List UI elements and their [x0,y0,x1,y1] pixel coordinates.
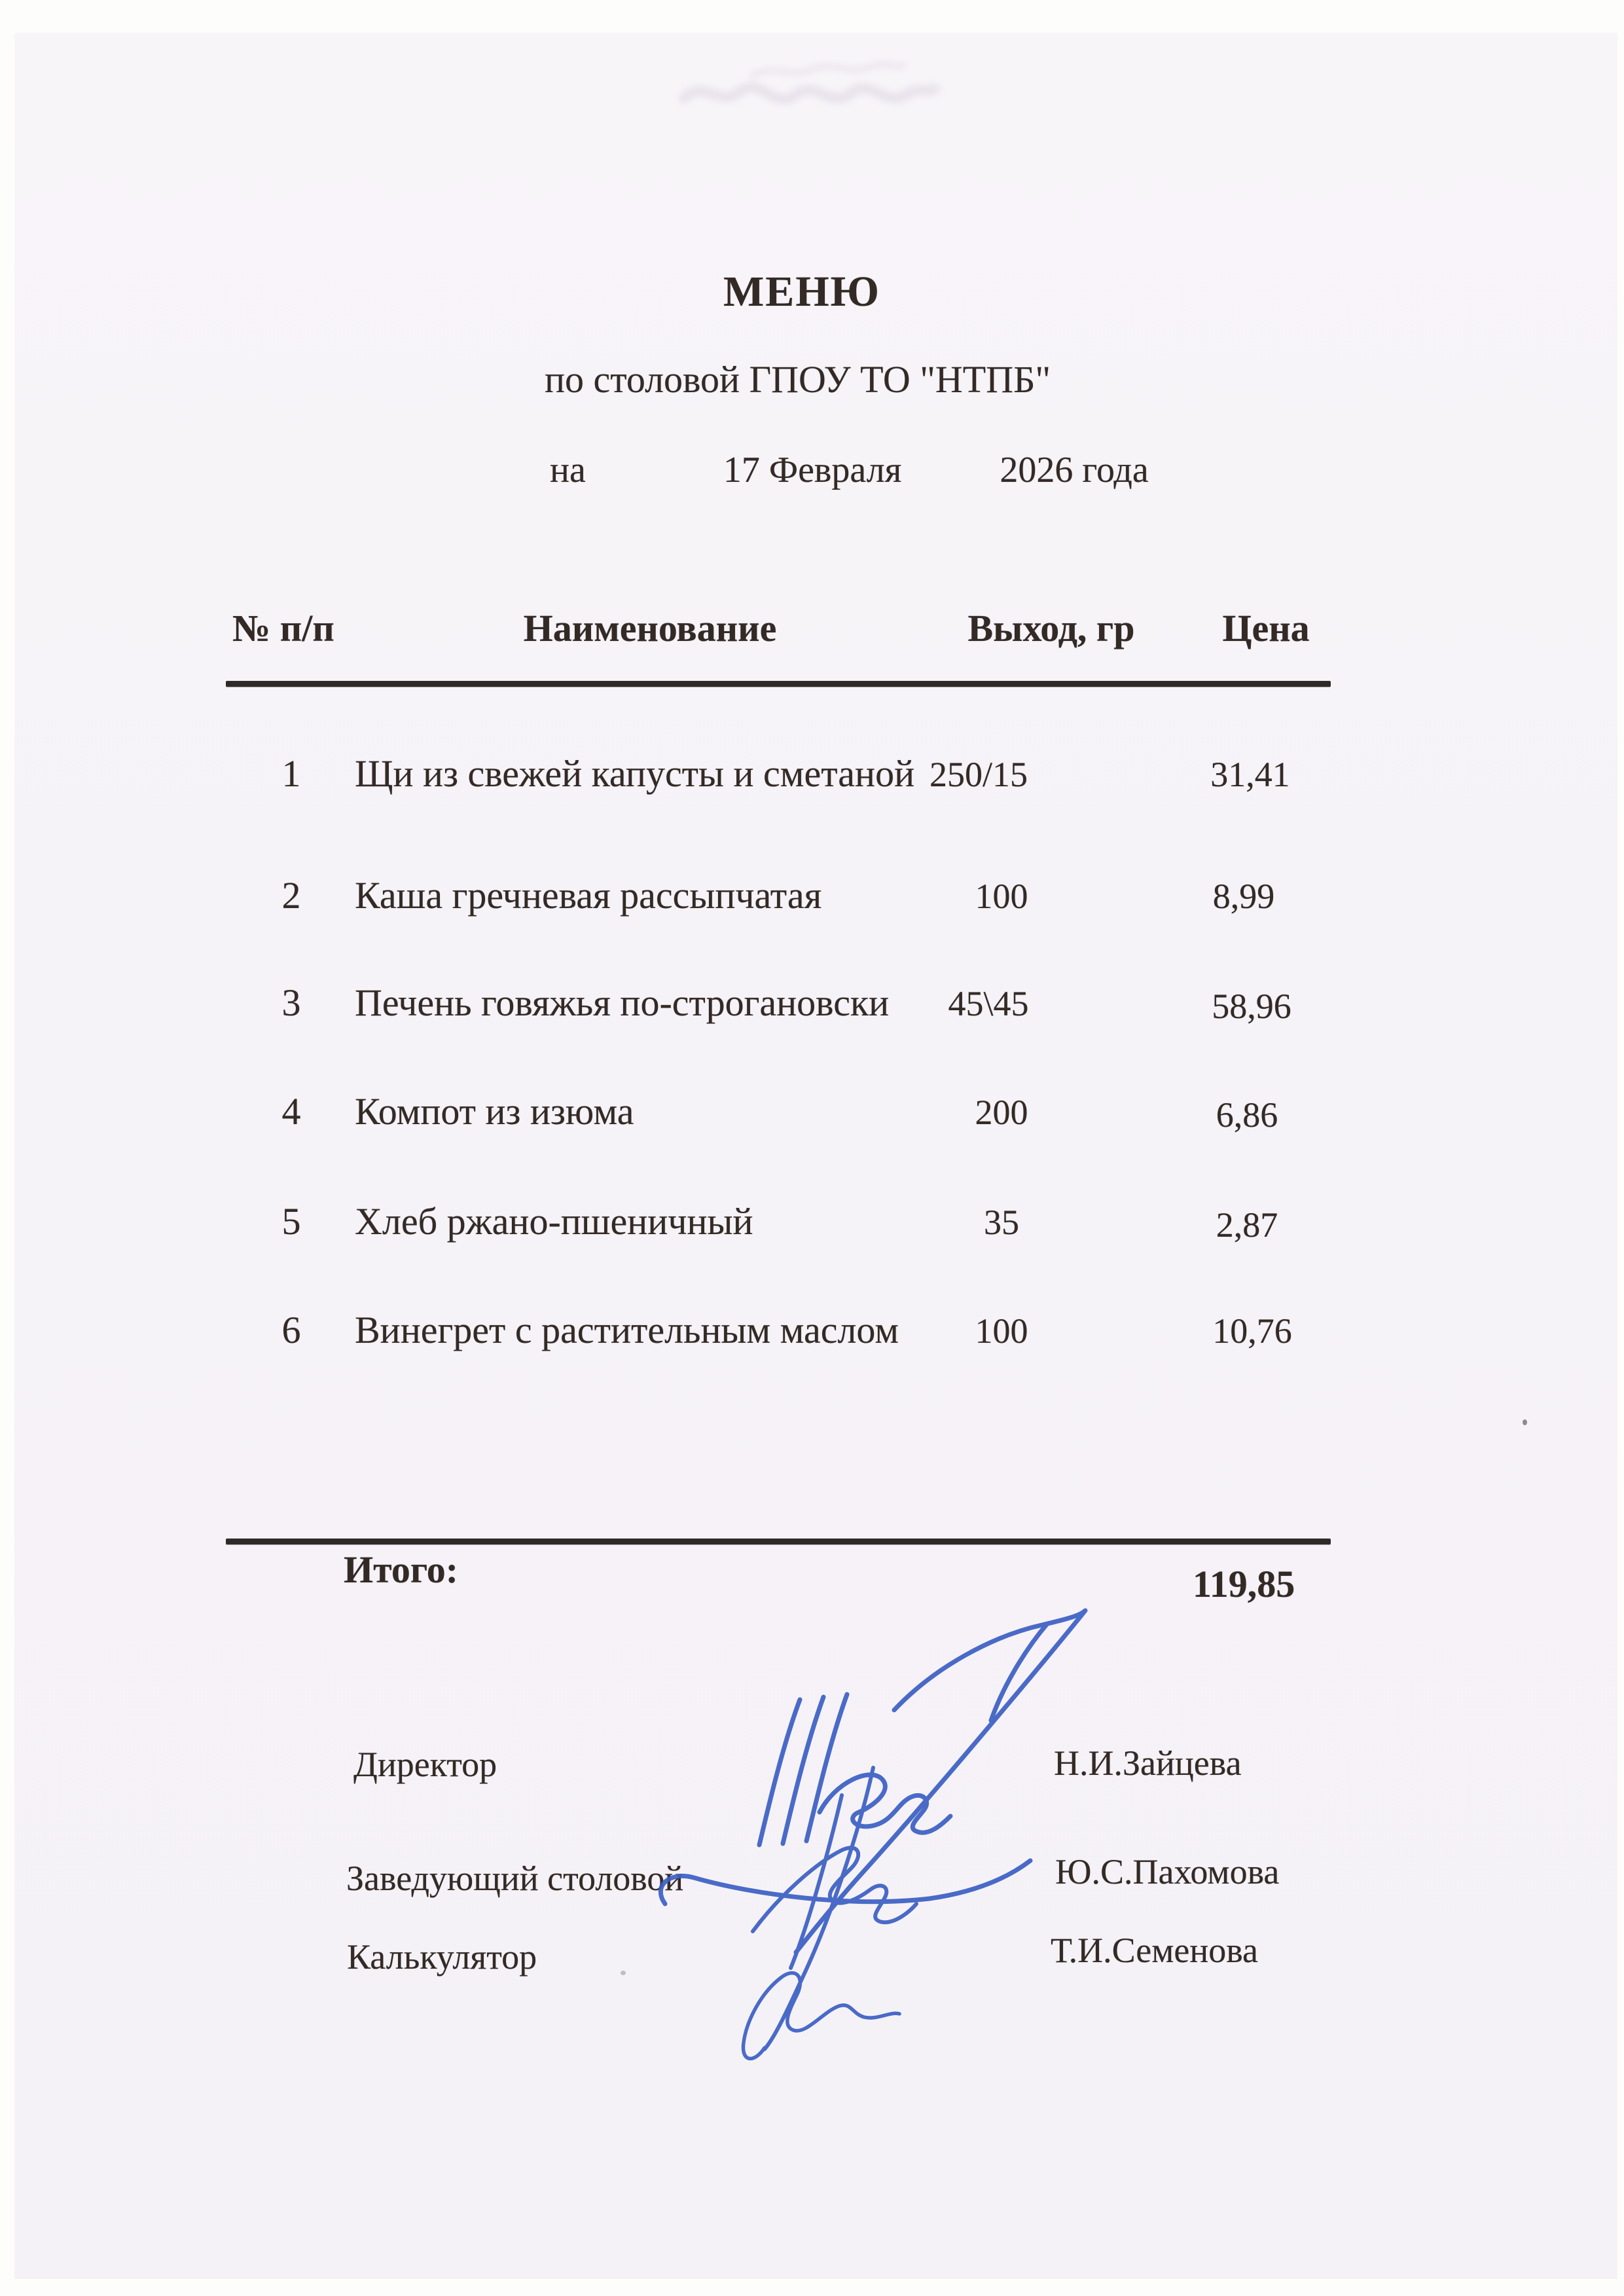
row-num: 4 [281,1090,301,1133]
date-line [550,449,1149,491]
dish-price: 10,76 [1212,1311,1292,1351]
dish-name: Печень говяжья по-строгановски [355,981,890,1024]
dish-output: 250/15 [929,755,1028,794]
dish-output: 100 [975,877,1028,916]
role-label-calculator: Калькулятор [347,1937,537,1977]
total-rule [226,1539,1331,1544]
dish-name: Хлеб ржано-пшеничный [355,1200,753,1243]
dish-output: 100 [975,1311,1028,1351]
document-subtitle: по столовой ГПОУ ТО "НТПБ" [545,358,1051,401]
role-label-director: Директор [353,1745,497,1784]
row-num: 3 [281,981,301,1024]
scan-speck [621,1971,626,1975]
document-title: МЕНЮ [723,268,880,316]
col-header-price: Цена [1222,607,1310,649]
col-header-name: Наименование [523,607,777,649]
row-num: 5 [281,1200,301,1243]
col-header-output: Выход, гр [967,607,1135,649]
dish-name: Винегрет с растительным маслом [355,1309,899,1351]
scan-speck [1523,1419,1527,1425]
row-num: 6 [281,1309,301,1351]
total-value: 119,85 [1193,1563,1295,1605]
signer-name-calculator: Т.И.Семенова [1051,1931,1259,1970]
dish-price: 6,86 [1216,1095,1278,1135]
date-prefix: на [550,450,586,490]
role-label-canteen-manager: Заведующий столовой [346,1859,684,1898]
dish-price: 2,87 [1216,1205,1278,1245]
dish-output: 45\45 [948,984,1029,1023]
dish-output: 200 [975,1093,1028,1132]
date-value: 17 Февраля [723,450,902,490]
row-num: 1 [281,752,301,795]
dish-price: 58,96 [1212,987,1291,1026]
signer-name-director: Н.И.Зайцева [1054,1743,1242,1783]
dish-name: Компот из изюма [355,1090,634,1133]
dish-output: 35 [984,1203,1019,1242]
col-header-num: № п/п [232,607,334,649]
dish-price: 8,99 [1212,877,1275,916]
row-num: 2 [281,874,301,917]
dish-name: Каша гречневая рассыпчатая [355,874,822,917]
date-year: 2026 года [1000,450,1149,490]
header-rule [226,681,1331,687]
total-label: Итого: [344,1548,459,1591]
dish-name: Щи из свежей капусты и сметаной [355,752,915,795]
dish-price: 31,41 [1210,755,1290,794]
signer-name-canteen-manager: Ю.С.Пахомова [1055,1852,1280,1891]
